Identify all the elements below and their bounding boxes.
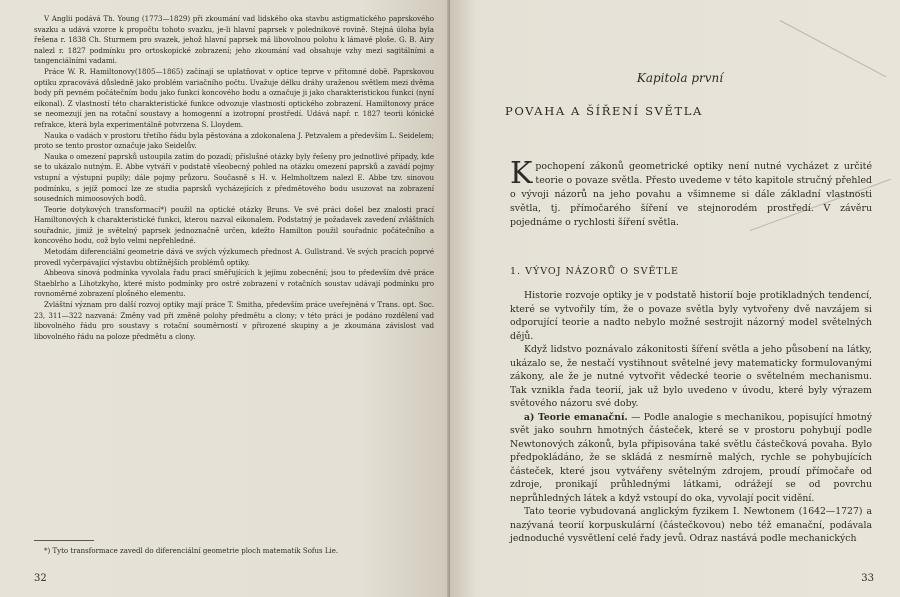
left-page-text [34, 14, 434, 342]
bleed-through-line [780, 20, 886, 77]
left-paragraph: Zvláštní význam pro další rozvoj optiky mají práce T. Smitha, především práce uveřejněná v Trans. opt. Soc. 23, 311—322 nazvaná: Změny vad při změně polohy předmětu a clony; v této práci je podáno rozdělení vad libovolného řádu pro soustavy s rotační souměrností v přirozené skupiny a je zkoumána závislost vad libovolného řádu na poloze předmětu a clony. [34, 300, 434, 341]
left-paragraph: Nauka o vadách v prostoru třetího řádu byla pěstována a zdokonalena J. Petzvalem a především L. Seidelem; proto se tento prostor označuje jako Seidelův. [34, 130, 434, 151]
right-body-text [510, 289, 872, 546]
left-paragraph: V Anglii podává Th. Young (1773—1829) při zkoumání vad lidského oka stavbu astigmatického paprskového svazku a udává vzorce k propočtu tohoto svazku, je-li hlavní paprsek v polednikové rovině. Stejná úloha byla řešena r. 1838 Ch. Sturmem pro svazek, jehož hlavní paprsek má libovolnou polohu k lámavé ploše. G. B. Airy nalezl r. 1827 podmínku pro ortoskopické zobrazení; jeho zkoumání vad obsahuje vzhy mezi sagitálními a tangenciálními vadami. [34, 14, 434, 66]
section-title: 1. VÝVOJ NÁZORŮ O SVĚTLE [510, 266, 679, 277]
intro-text: pochopení zákonů geometrické optiky není nutné vycházet z určité teorie o povaze světla. Přesto uvedeme v této kapitole stručný přehled o vývoji názorů na jeho povahu a všimneme si dále základní vlastnosti světla, tj. přímočarého šíření ve stejnorodém prostředí. V závěru pojednáme o rychlosti šíření světla. [510, 161, 872, 228]
footnote-rule [34, 540, 94, 541]
page-number-left: 32 [34, 573, 47, 584]
subhead-text: — Podle analogie s mechanikou, popisující hmotný svět jako souhrn hmotných částeček, které se v prostoru pohybují podle Newtonových zákonů, byla připisována také světlu částečková povaha. Bylo předpokládáno, že se skládá z nesmírně malých, rychle se pohybujících částeček, které jsou vytvářeny světelným zdrojem, proudí přímočaře od zdroje, pronikají průhlednými látkami, odrážejí se od povrchu neprůhledných látek a když vstoupí do oka, vyvolají pocit vidění. [510, 411, 872, 504]
left-paragraph: Nauka o omezení paprsků ustoupila zatím do pozadí; příslušné otázky byly řešeny pro jednotlivé případy, kde se to ukázalo nutným. E. Abbe vytváří v podstatě všeobecný pohled na otázku omezení paprsků a zavádí pojmy vstupní a výstupní pupily; dále pojmy průzoru. Současně s H. v. Helmholtzem nalezl E. Abbe tzv. sinovou podmínku, s jejíž pomocí lze ze studia paprsků vycházejících z předmětového bodu usuzovat na zobrazení sousedních mimoosových bodů. [34, 151, 434, 204]
chapter-title: POVAHA A ŠÍŘENÍ SVĚTLA [505, 104, 703, 118]
body-paragraph-subhead [510, 411, 872, 506]
left-paragraph: Práce W. R. Hamiltonovy(1805—1865) začínají se uplatňovat v optice teprve v přítomné době. Paprskovou optiku zpracovává důsledně jako problém variačního počtu. Uvažuje délku dráhy uraženou světlem mezi dvěma body při pevném počátečním bodu jako funkci koncového bodu a označuje ji jako charakteristickou funkci (nyní eikonal). Z vlastností této charakteristické funkce odvozuje vlastnosti optického zobrazení. Hamiltonovy práce se neomezují jen na rotační soustavy a homogenní a izotropní prostředí. Udává např. r. 1827 teorii kónické refrakce, která byla experimentálně potvrzena S. Lloydem. [34, 66, 434, 129]
drop-cap: K [510, 156, 533, 191]
footnote: *) Tyto transformace zavedl do diferenciální geometrie ploch matematik Sofus Lie. [44, 547, 339, 555]
body-paragraph: Historie rozvoje optiky je v podstatě historií boje protikladných tendencí, které se vytvořily tím, že o povaze světla byly vytvořeny dvě navzájem si odporující teorie a nadto nebylo možné sestrojit názorný model světelných dějů. [510, 290, 872, 342]
left-paragraph: Abbeova sinová podmínka vyvolala řadu prací směřujících k jejímu zobecnění; jsou to především dvě práce Staeblrho a Lihotzkyho, které místo podmínky pro ostré zobrazení v rotačních soustav udávají podmínku pro rovnoměrné zobrazení plošného elementu. [34, 268, 434, 299]
chapter-label: Kapitola první [636, 71, 724, 85]
body-paragraph: Tato teorie vybudovaná anglickým fyzikem I. Newtonem (1642—1727) a nazývaná teorií korpuskulární (částečkovou) nebo též emanační, podávala jednoduché vysvětlení celé řady jevů. Odraz nastává podle mechanických [510, 506, 872, 544]
left-paragraph: Metodám diferenciální geometrie dává ve svých výzkumech přednost A. Gullstrand. Ve svých pracích poprvé provedl vyčerpávající výstavbu obtížnějších problémů optiky. [34, 247, 434, 267]
subhead: a) Teorie emanační. [524, 411, 628, 423]
left-paragraph: Teorie dotykových transformací*) použil na optické otázky Bruns. Ve své práci došel bez znalosti prací Hamiltonových k charakteristické funkci, kterou nazval eikonalem. Podstatný je požadavek zavedení zvláštních souřadnic, jimiž je světelný paprsek jednoznačně určen, kdežto Hamilton použil souřadnic počátečního a koncového bodu, což bylo velmi nepřehledné. [34, 204, 434, 246]
page-number-right: 33 [861, 573, 874, 584]
right-page [450, 0, 900, 597]
body-paragraph: Když lidstvo poznávalo zákonitosti šíření světla a jeho působení na látky, ukázalo se, že nestačí vystihnout světelné jevy matematicky formulovanými zákony, ale že je nutné vytvořit vědecké teorie o světelném mechanismu. Tak vznikla řada teorií, jak už bylo uvedeno v úvodu, které byly výrazem světového názoru své doby. [510, 344, 872, 409]
chapter-intro [510, 156, 872, 230]
